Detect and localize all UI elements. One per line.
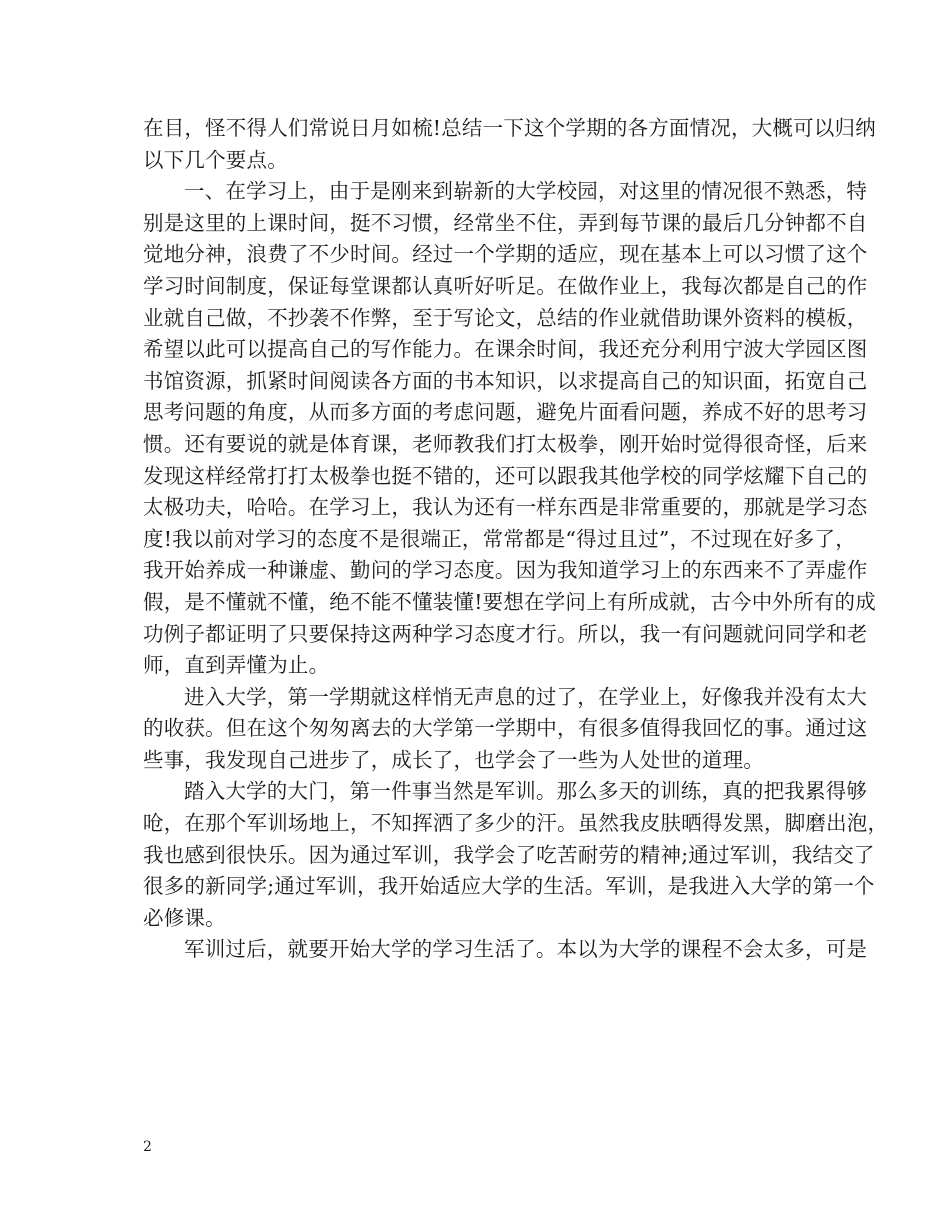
text-line: 书馆资源，抓紧时间阅读各方面的书本知识，以求提高自己的知识面，拓宽自己: [143, 368, 868, 393]
text-line: 思考问题的角度，从而多方面的考虑问题，避免片面看问题，养成不好的思考习: [143, 400, 868, 425]
page-number: 2: [143, 1139, 152, 1155]
text-line: 惯。还有要说的就是体育课，老师教我们打太极拳，刚开始时觉得很奇怪，后来: [143, 431, 868, 456]
paragraph-first-line: 军训过后，就要开始大学的学习生活了。本以为大学的课程不会太多，可是: [184, 937, 868, 962]
text-line: 以下几个要点。: [143, 147, 288, 172]
text-line: 觉地分神，浪费了不少时间。经过一个学期的适应，现在基本上可以习惯了这个: [143, 242, 868, 267]
text-line: 我开始养成一种谦虚、勤问的学习态度。因为我知道学习上的东西来不了弄虚作: [143, 558, 868, 583]
text-line: 必修课。: [143, 905, 226, 930]
text-line: 师，直到弄懂为止。: [143, 653, 330, 678]
text-line: 些事，我发现自己进步了，成长了，也学会了一些为人处世的道理。: [143, 747, 764, 772]
text-line: 别是这里的上课时间，挺不习惯，经常坐不住，弄到每节课的最后几分钟都不自: [143, 210, 868, 235]
text-line: 学习时间制度，保证每堂课都认真听好听足。在做作业上，我每次都是自己的作: [143, 273, 868, 298]
paragraph-first-line: 一、在学习上，由于是刚来到崭新的大学校园，对这里的情况很不熟悉，特: [184, 179, 868, 204]
text-line: 发现这样经常打打太极拳也挺不错的，还可以跟我其他学校的同学炫耀下自己的: [143, 463, 868, 488]
paragraph-first-line: 进入大学，第一学期就这样悄无声息的过了，在学业上，好像我并没有太大: [184, 684, 868, 709]
text-line: 呛，在那个军训场地上，不知挥洒了多少的汗。虽然我皮肤晒得发黑，脚磨出泡，: [143, 811, 889, 836]
text-line: 度!我以前对学习的态度不是很端正，常常都是“得过且过”，不过现在好多了，: [143, 526, 856, 551]
text-line: 我也感到很快乐。因为通过军训，我学会了吃苦耐劳的精神;通过军训，我结交了: [143, 842, 875, 867]
text-line: 业就自己做，不抄袭不作弊，至于写论文，总结的作业就借助课外资料的模板，: [143, 305, 868, 330]
text-line: 在目，怪不得人们常说日月如梳!总结一下这个学期的各方面情况，大概可以归纳: [143, 116, 876, 140]
text-line: 假，是不懂就不懂，绝不能不懂装懂!要想在学问上有所成就，古今中外所有的成: [143, 589, 876, 614]
text-line: 希望以此可以提高自己的写作能力。在课余时间，我还充分利用宁波大学园区图: [143, 337, 868, 362]
text-line: 的收获。但在这个匆匆离去的大学第一学期中，有很多值得我回忆的事。通过这: [143, 716, 868, 741]
document-body: [143, 113, 889, 966]
text-line: 很多的新同学;通过军训，我开始适应大学的生活。军训，是我进入大学的第一个: [143, 874, 875, 899]
text-line: 功例子都证明了只要保持这两种学习态度才行。所以，我一有问题就问同学和老: [143, 621, 868, 646]
paragraph-first-line: 踏入大学的大门，第一件事当然是军训。那么多天的训练，真的把我累得够: [184, 779, 868, 804]
text-line: 太极功夫，哈哈。在学习上，我认为还有一样东西是非常重要的，那就是学习态: [143, 495, 868, 520]
